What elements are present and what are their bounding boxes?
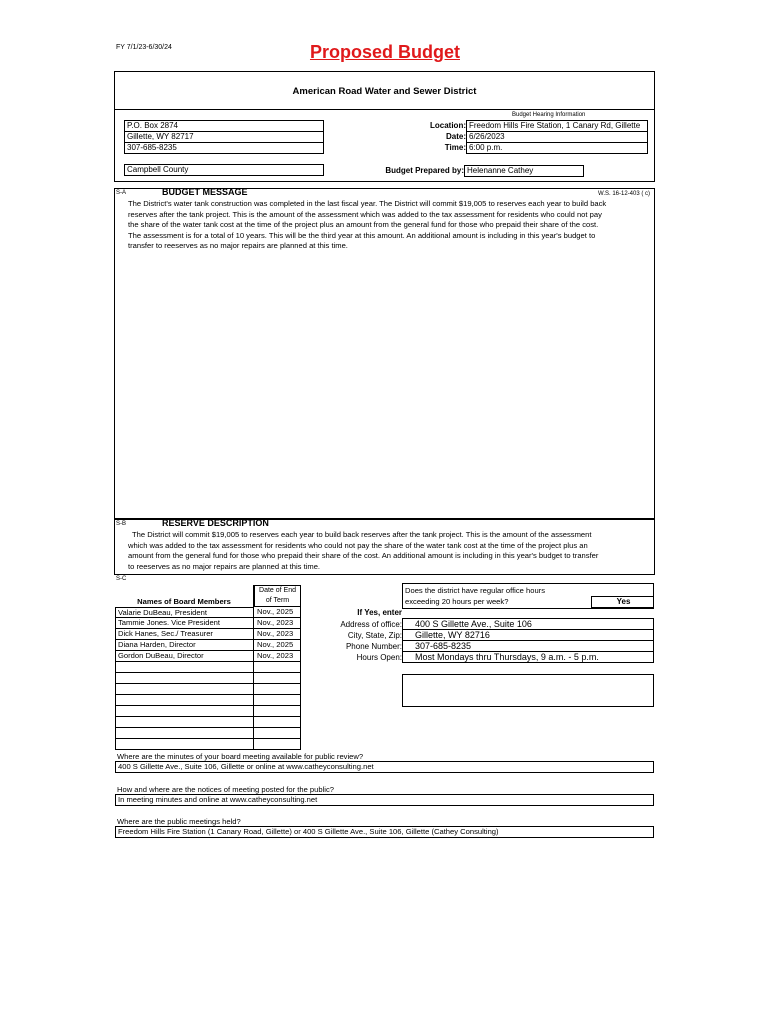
reserve-heading: RESERVE DESCRIPTION bbox=[162, 518, 269, 528]
board-member-name bbox=[115, 673, 254, 684]
board-member-term: Nov., 2025 bbox=[254, 607, 301, 618]
board-member-term: Nov., 2023 bbox=[254, 618, 301, 629]
board-member-name bbox=[115, 695, 254, 706]
minutes-answer: 400 S Gillette Ave., Suite 106, Gillette or online at www.catheyconsulting.net bbox=[115, 761, 654, 773]
office-phone-label: Phone Number: bbox=[345, 642, 402, 651]
board-member-name: Valarie DuBeau, President bbox=[115, 607, 254, 618]
col-names-header: Names of Board Members bbox=[115, 585, 254, 607]
office-hours-answer: Yes bbox=[591, 596, 654, 608]
reserve-text: The District will commit $19,005 to reserves each year to build back reserves after the tank project. This is the amount of the assessment which was added to the tax assessment for residents who could not pay the share of the water tank cost at the time of the project plus an amount from the general fund for those who prepaid their share of the cost. An additional amount is including in this year's budget to transfer to reeserves as no major repairs are planned at this time. bbox=[128, 530, 599, 571]
board-member-name: Tammie Jones. Vice President bbox=[115, 618, 254, 629]
office-city-label: City, State, Zip: bbox=[347, 631, 402, 640]
col-term-header: Date of End of Term bbox=[254, 585, 301, 607]
meetings-question: Where are the public meetings held? bbox=[117, 817, 241, 826]
table-row bbox=[115, 728, 301, 739]
table-row bbox=[115, 651, 301, 662]
district-name: American Road Water and Sewer District bbox=[292, 86, 477, 97]
date-label: Date: bbox=[445, 132, 466, 141]
table-row bbox=[115, 662, 301, 673]
section-code: S-B bbox=[116, 521, 127, 527]
board-member-term bbox=[254, 695, 301, 706]
page-title: Proposed Budget bbox=[309, 42, 460, 62]
notices-question: How and where are the notices of meeting posted for the public? bbox=[117, 785, 334, 794]
board-member-term: Nov., 2023 bbox=[254, 629, 301, 640]
address-line: 307-685-8235 bbox=[124, 142, 324, 154]
office-question: Does the district have regular office hours exceeding 20 hours per week? bbox=[405, 586, 545, 606]
minutes-question: Where are the minutes of your board meeting available for public review? bbox=[117, 752, 364, 761]
board-member-term bbox=[254, 728, 301, 739]
table-row bbox=[115, 684, 301, 695]
date-field: 6/26/2023 bbox=[466, 131, 648, 143]
board-member-name bbox=[115, 662, 254, 673]
office-city-field: Gillette, WY 82716 bbox=[402, 629, 654, 641]
location-field: Freedom Hills Fire Station, 1 Canary Rd, Gillette bbox=[466, 120, 648, 132]
board-member-name: Gordon DuBeau, Director bbox=[115, 651, 254, 662]
budget-message-text: The District's water tank construction was completed in the last fiscal year. The District will commit $19,005 to reserves each year to build back reserves after the tank project. This is the amount of the assessment which was added to the tax assessment for residents who could not pay the share of the water tank cost at the time of the project plus an amount from the general fund for those who prepaid their share of the cost. The assessment is for a total of 10 years. This will be the third year at this amount. An additional amount is including in this year's budget to transfer to reeserves as no major repairs are planned at this time. bbox=[128, 199, 607, 251]
board-member-term bbox=[254, 717, 301, 728]
address-line: P.O. Box 2874 bbox=[124, 120, 324, 132]
office-hours-label: Hours Open: bbox=[356, 653, 402, 662]
board-member-name bbox=[115, 717, 254, 728]
board-member-name bbox=[115, 739, 254, 750]
hearing-heading: Budget Hearing Information bbox=[512, 112, 586, 118]
board-member-term bbox=[254, 739, 301, 750]
notices-answer: In meeting minutes and online at www.catheyconsulting.net bbox=[115, 794, 654, 806]
board-member-term: Nov., 2025 bbox=[254, 640, 301, 651]
office-notes-box bbox=[402, 674, 654, 707]
board-member-term bbox=[254, 673, 301, 684]
table-row bbox=[115, 739, 301, 750]
address-line: Gillette, WY 82717 bbox=[124, 131, 324, 143]
time-field: 6:00 p.m. bbox=[466, 142, 648, 154]
section-code: S-A bbox=[116, 190, 127, 196]
board-member-term bbox=[254, 662, 301, 673]
office-phone-field: 307-685-8235 bbox=[402, 640, 654, 652]
table-row bbox=[115, 673, 301, 684]
divider bbox=[114, 109, 655, 110]
office-hours-field: Most Mondays thru Thursdays, 9 a.m. - 5 p.m. bbox=[402, 651, 654, 663]
board-member-term bbox=[254, 706, 301, 717]
board-member-term: Nov., 2023 bbox=[254, 651, 301, 662]
table-row bbox=[115, 706, 301, 717]
section-code: S-C bbox=[116, 576, 127, 582]
prepared-by-field: Helenanne Cathey bbox=[464, 165, 584, 177]
time-label: Time: bbox=[444, 143, 466, 152]
location-label: Location: bbox=[430, 121, 466, 130]
board-member-name bbox=[115, 706, 254, 717]
if-yes-label: If Yes, enter bbox=[357, 608, 402, 617]
table-row bbox=[115, 695, 301, 706]
table-row bbox=[115, 618, 301, 629]
fiscal-year: FY 7/1/23-6/30/24 bbox=[116, 44, 172, 51]
table-row bbox=[115, 607, 301, 618]
table-row bbox=[115, 717, 301, 728]
table-row bbox=[115, 629, 301, 640]
office-address-label: Address of office: bbox=[340, 620, 402, 629]
meetings-answer: Freedom Hills Fire Station (1 Canary Road, Gillette) or 400 S Gillette Ave., Suite 106, Gillette (Cathey Consulting) bbox=[115, 826, 654, 838]
office-address-field: 400 S Gillette Ave., Suite 106 bbox=[402, 618, 654, 630]
board-table bbox=[115, 585, 301, 750]
board-member-name bbox=[115, 684, 254, 695]
budget-message-heading: BUDGET MESSAGE bbox=[162, 187, 248, 197]
board-member-name: Dick Hanes, Sec./ Treasurer bbox=[115, 629, 254, 640]
statute-reference: W.S. 16-12-403 ( c) bbox=[598, 191, 651, 197]
table-row bbox=[115, 640, 301, 651]
board-member-term bbox=[254, 684, 301, 695]
prepared-by-label: Budget Prepared by: bbox=[385, 166, 464, 175]
board-member-name bbox=[115, 728, 254, 739]
county-field: Campbell County bbox=[124, 164, 324, 176]
board-member-name: Diana Harden, Director bbox=[115, 640, 254, 651]
